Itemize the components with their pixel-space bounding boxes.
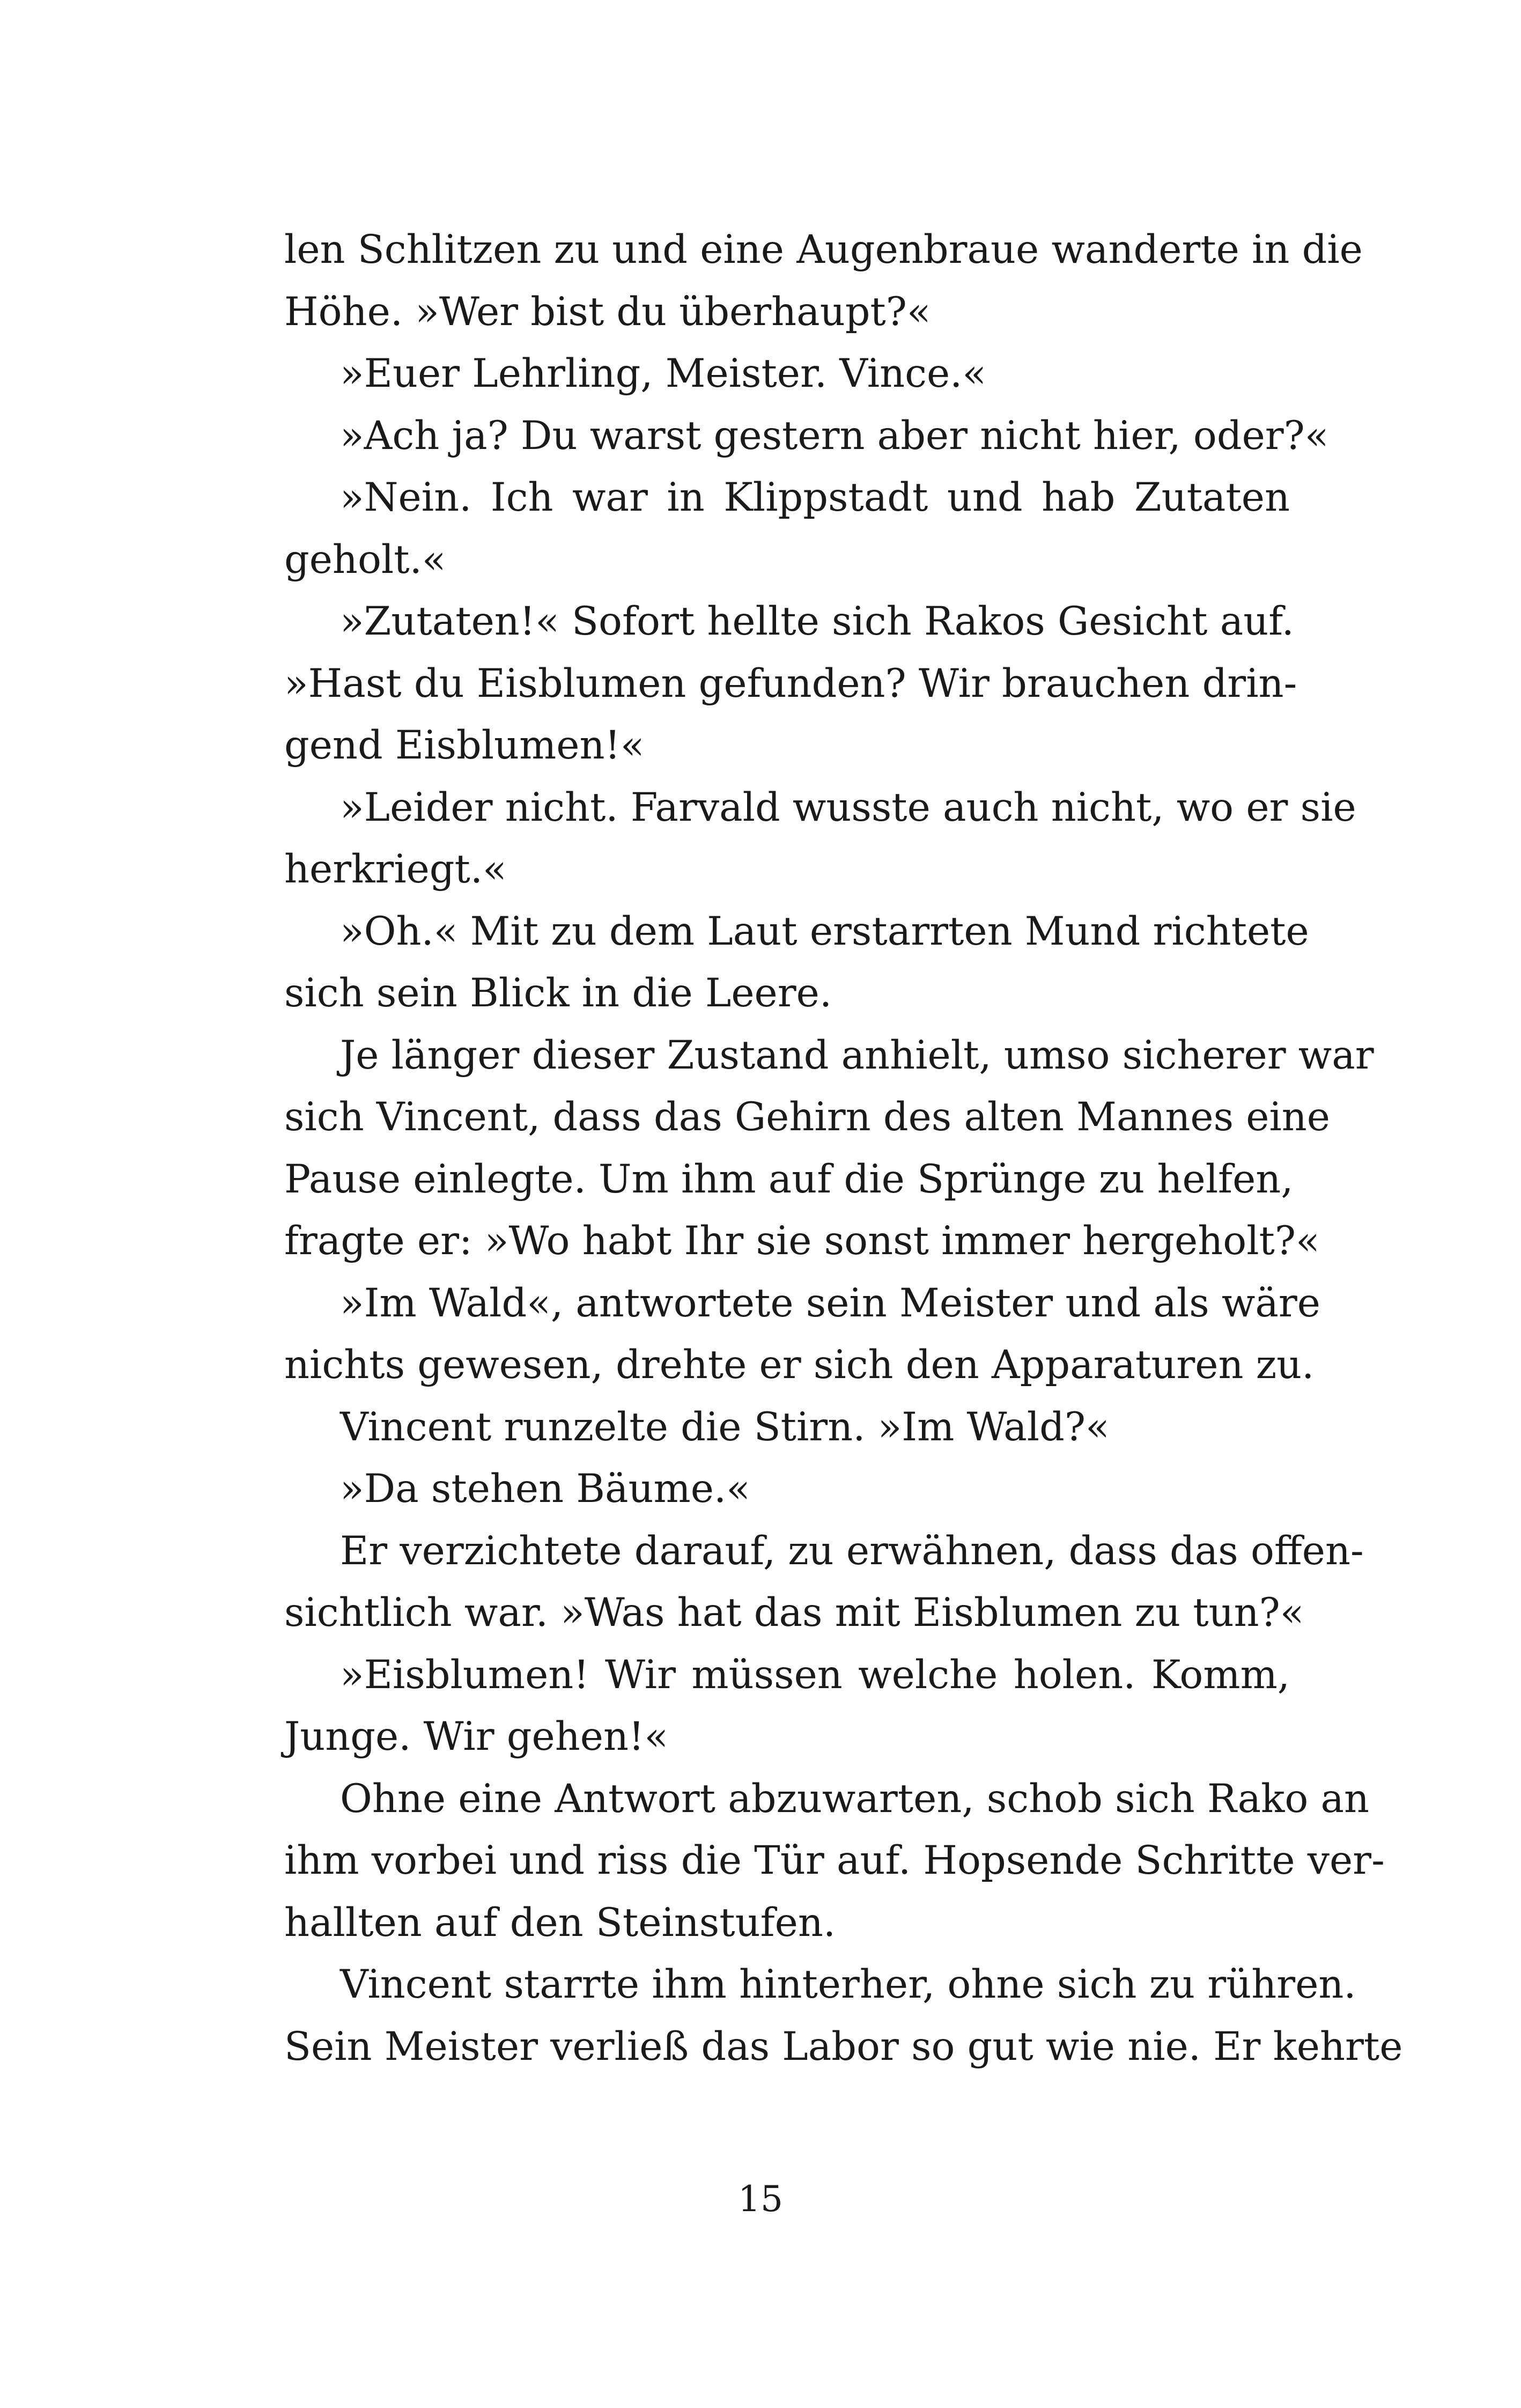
text-line: sich sein Blick in die Leere. [284,970,832,1016]
text-line: Junge. Wir gehen!« [284,1714,668,1759]
text-line: nichts gewesen, drehte er sich den Apparaturen zu. [284,1342,1315,1388]
page-number: 15 [738,2178,783,2220]
text-line: sich Vincent, dass das Gehirn des alten Mannes eine [284,1094,1331,1140]
text-line: Ohne eine Antwort abzuwarten, schob sich Rako an [340,1776,1370,1822]
text-line: »Leider nicht. Farvald wusste auch nicht, wo er sie [340,784,1356,830]
text-line: ihm vorbei und riss die Tür auf. Hopsende Schritte ver- [284,1838,1385,1883]
text-line: Vincent starrte ihm hinterher, ohne sich zu rühren. [340,1962,1356,2007]
text-line: Vincent runzelte die Stirn. »Im Wald?« [340,1404,1110,1450]
text-line: Je länger dieser Zustand anhielt, umso sicherer war [340,1032,1374,1078]
text-line: Höhe. »Wer bist du überhaupt?« [284,289,931,335]
text-line: fragte er: »Wo habt Ihr sie sonst immer hergeholt?« [284,1218,1320,1264]
text-line: »Hast du Eisblumen gefunden? Wir brauchen drin- [284,660,1297,706]
text-line: len Schlitzen zu und eine Augenbraue wanderte in die [284,227,1363,273]
text-line: herkriegt.« [284,846,507,892]
text-line: »Nein. Ich war in Klippstadt und hab Zutaten [340,475,1290,520]
text-line: »Zutaten!« Sofort hellte sich Rakos Gesicht auf. [340,599,1294,644]
text-line: gend Eisblumen!« [284,723,645,768]
text-line: Sein Meister verließ das Labor so gut wie nie. Er kehrte [284,2023,1403,2070]
body-text [284,219,1403,2078]
text-line: Pause einlegte. Um ihm auf die Sprünge zu helfen, [284,1156,1294,1202]
text-line: Er verzichtete darauf, zu erwähnen, dass das offen- [340,1528,1364,1574]
text-line: geholt.« [284,536,446,583]
text-line: »Euer Lehrling, Meister. Vince.« [340,351,987,396]
text-line: »Da stehen Bäume.« [340,1466,750,1512]
text-line: »Eisblumen! Wir müssen welche holen. Komm, [340,1652,1290,1698]
text-line: hallten auf den Steinstufen. [284,1899,836,1946]
text-line: »Ach ja? Du warst gestern aber nicht hier, oder?« [340,413,1329,459]
text-line: »Oh.« Mit zu dem Laut erstarrten Mund richtete [340,908,1309,954]
text-line: »Im Wald«, antwortete sein Meister und als wäre [340,1280,1320,1326]
text-line: sichtlich war. »Was hat das mit Eisblumen zu tun?« [284,1590,1304,1636]
